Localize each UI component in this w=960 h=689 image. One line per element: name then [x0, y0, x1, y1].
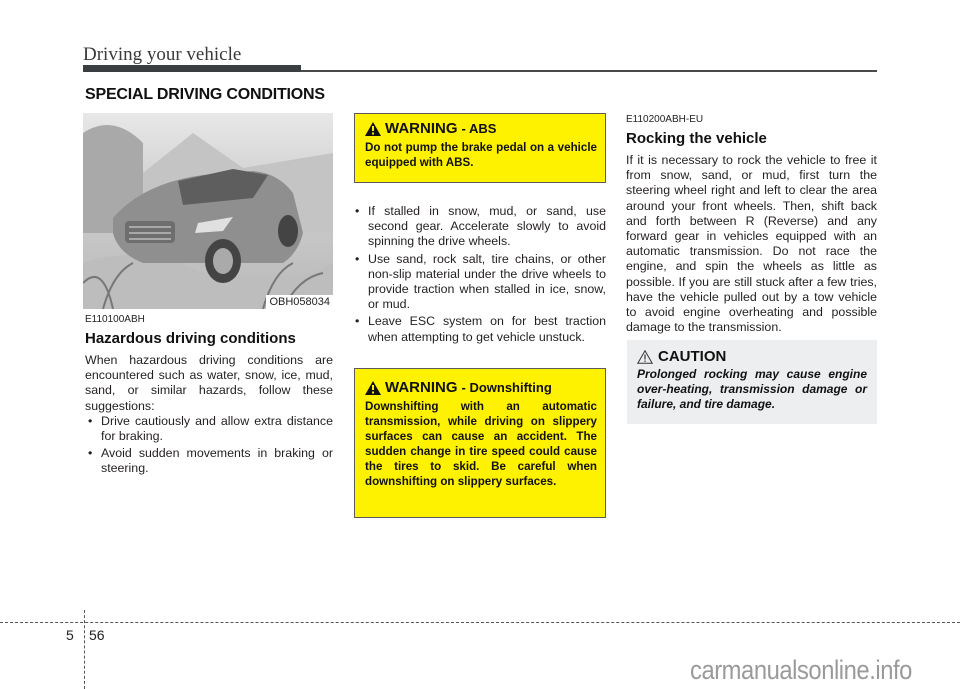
warning-sub: - ABS — [461, 121, 497, 136]
warning-triangle-icon — [365, 122, 381, 136]
figure-label: OBH058034 — [266, 295, 333, 309]
car-image-icon — [83, 113, 333, 309]
warning-text: Do not pump the brake pedal on a vehicle equipped with ABS. — [365, 141, 597, 169]
footer-rule — [0, 622, 960, 623]
middle-tips — [352, 204, 606, 347]
watermark: carmanualsonline.info — [690, 655, 912, 685]
chapter-number: 5 — [66, 627, 74, 643]
section-title: SPECIAL DRIVING CONDITIONS — [85, 86, 325, 103]
intro-paragraph: When hazardous driving conditions are encountered such as water, snow, ice, mud, sand, or similar hazards, follow these suggestions: — [85, 353, 333, 413]
rocking-section — [626, 114, 877, 335]
header-rule — [301, 70, 877, 72]
warning-text: Downshifting with an automatic transmission, while driving on slippery surfaces can cause an accident. The sudden change in tire speed could cause the tires to skid. Be careful when downshifting on slippery surfaces. — [365, 400, 597, 488]
warning-label: WARNING — [385, 120, 458, 137]
list-item: • Leave ESC system on for best traction when attempting to get vehicle unstuck. — [352, 314, 606, 344]
caution-text: Prolonged rocking may cause engine over-heating, transmission damage or failure, and tire damage. — [637, 367, 867, 411]
warning-downshift-box — [354, 368, 606, 518]
tips-list — [352, 204, 606, 345]
running-header-title: Driving your vehicle — [83, 44, 242, 65]
header-bar-thick — [83, 65, 301, 72]
caution-label: CAUTION — [658, 348, 727, 365]
car-illustration — [83, 113, 333, 309]
section-code: E110200ABH-EU — [626, 114, 704, 125]
subsection-heading: Hazardous driving conditions — [85, 330, 296, 347]
caution-box — [627, 340, 877, 424]
warning-sub: - Downshifting — [461, 380, 552, 395]
list-item: • If stalled in snow, mud, or sand, use second gear. Accelerate slowly to avoid spinning the drive wheels. — [352, 204, 606, 250]
list-item: • Use sand, rock salt, tire chains, or other non-slip material under the drive wheels to provide traction when stalled in ice, snow, or mud. — [352, 252, 606, 313]
warning-triangle-icon — [365, 381, 381, 395]
hazardous-section — [85, 314, 333, 479]
caution-triangle-icon — [637, 350, 653, 364]
footer-divider — [84, 610, 85, 689]
section-code: E110100ABH — [85, 314, 145, 325]
list-item: • Avoid sudden movements in braking or steering. — [85, 446, 333, 476]
page-number: 56 — [89, 627, 105, 643]
suggestion-list — [85, 414, 333, 477]
rocking-paragraph: If it is necessary to rock the vehicle to free it from snow, sand, or mud, first turn the steering wheel right and left to clear the area around your front wheels. Then, shift back and forth between R (Reverse) and any forward gear in vehicles equipped with an automatic transmission. Do not race the engine, and spin the wheels as little as possible. If you are still stuck after a few tries, have the vehicle pulled out by a tow vehicle to avoid engine overheating and possible damage to the transmission. — [626, 153, 877, 335]
subsection-heading: Rocking the vehicle — [626, 130, 767, 147]
warning-label: WARNING — [385, 379, 458, 396]
list-item: • Drive cautiously and allow extra distance for braking. — [85, 414, 333, 444]
warning-abs-box — [354, 113, 606, 183]
